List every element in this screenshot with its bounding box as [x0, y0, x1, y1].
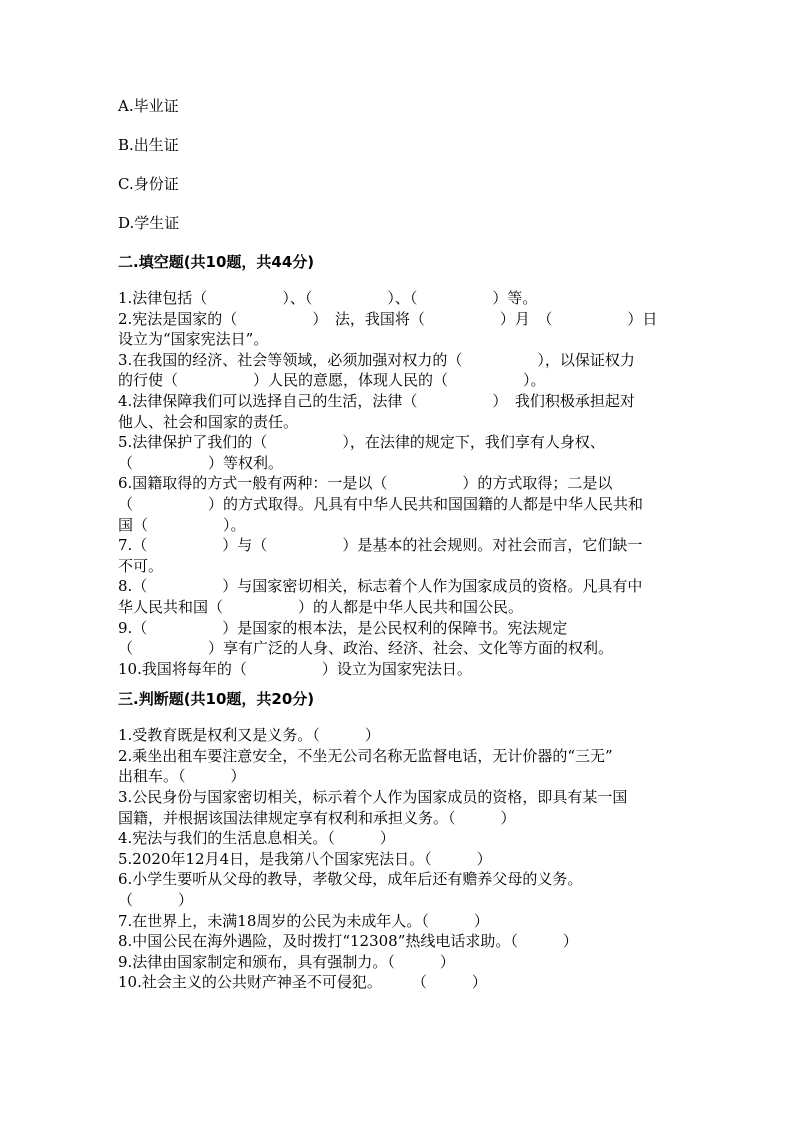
question-line: 7.在世界上，未满18周岁的公民为未成年人。（ ） [118, 911, 489, 930]
question-line: 6.小学生要听从父母的教导，孝敬父母，成年后还有赡养父母的义务。 [118, 870, 583, 889]
question-line: 8.（ ）与国家密切相关，标志着个人作为国家成员的资格。凡具有中 [118, 577, 643, 596]
question-line: 国（ ）。 [118, 515, 246, 534]
question-line: 3.公民身份与国家密切相关，标示着个人作为国家成员的资格，即具有某一国 [118, 788, 628, 807]
option-b: B.出生证 [118, 136, 179, 154]
true-false-questions [118, 725, 678, 993]
section-title-true-false: 三.判断题(共10题，共20分) [118, 690, 315, 709]
document-page [118, 0, 678, 993]
question-line: 9.（ ）是国家的根本法，是公民权利的保障书。宪法规定 [118, 618, 568, 637]
question-line: 7.（ ）与（ ）是基本的社会规则。对社会而言，它们缺一 [118, 536, 643, 555]
fill-in-questions [118, 288, 678, 679]
question-line: 2.乘坐出租车要注意安全，不坐无公司名称无监督电话，无计价器的“三无” [118, 746, 613, 765]
options-list [118, 98, 678, 254]
question-line: 8.中国公民在海外遇险，及时拨打“12308”热线电话求助。（ ） [118, 932, 578, 951]
question-line: 华人民共和国（ ）的人都是中华人民共和国公民。 [118, 597, 524, 616]
question-line: 国籍，并根据该国法律规定享有权利和承担义务。（ ） [118, 808, 516, 827]
section-title-fill-in: 二.填空题(共10题，共44分) [118, 253, 315, 271]
question-line: （ ）的方式取得。凡具有中华人民共和国国籍的人都是中华人民共和 [118, 494, 644, 513]
option-d: D.学生证 [118, 214, 180, 232]
question-line: 9.法律由国家制定和颁布，具有强制力。（ ） [118, 952, 455, 971]
question-line: 设立为“国家宪法日”。 [118, 330, 269, 349]
question-line: 他人、社会和国家的责任。 [118, 412, 299, 431]
question-line: 4.法律保障我们可以选择自己的生活，法律（ ） 我们积极承担起对 [118, 391, 635, 410]
question-line: （ ）享有广泛的人身、政治、经济、社会、文化等方面的权利。 [118, 639, 614, 658]
question-line: 不可。 [118, 556, 164, 575]
option-c: C.身份证 [118, 175, 179, 193]
question-line: 5.法律保护了我们的（ ），在法律的规定下，我们享有人身权、 [118, 433, 605, 452]
question-line: 1.法律包括（ ）、（ ）、（ ）等。 [118, 289, 538, 307]
question-line: 10.社会主义的公共财产神圣不可侵犯。 （ ） [118, 973, 487, 992]
question-line: 1.受教育既是权利又是义务。（ ） [118, 726, 380, 745]
question-line: 出租车。（ ） [118, 767, 246, 786]
question-line: 6.国籍取得的方式一般有两种：一是以（ ）的方式取得；二是以 [118, 474, 613, 493]
question-line: 4.宪法与我们的生活息息相关。（ ） [118, 829, 395, 848]
question-line: （ ）等权利。 [118, 453, 284, 472]
question-line: 5.2020年12月4日，是我第八个国家宪法日。（ ） [118, 849, 492, 868]
question-line: 的行使（ ）人民的意愿，体现人民的（ ）。 [118, 371, 546, 390]
option-a: A.毕业证 [118, 97, 179, 115]
question-line: （ ） [118, 891, 194, 910]
question-line: 2.宪法是国家的（ ） 法，我国将（ ）月 （ ）日 [118, 309, 658, 328]
question-line: 10.我国将每年的（ ）设立为国家宪法日。 [118, 659, 472, 678]
question-line: 3.在我国的经济、社会等领域，必须加强对权力的（ ），以保证权力 [118, 350, 635, 369]
